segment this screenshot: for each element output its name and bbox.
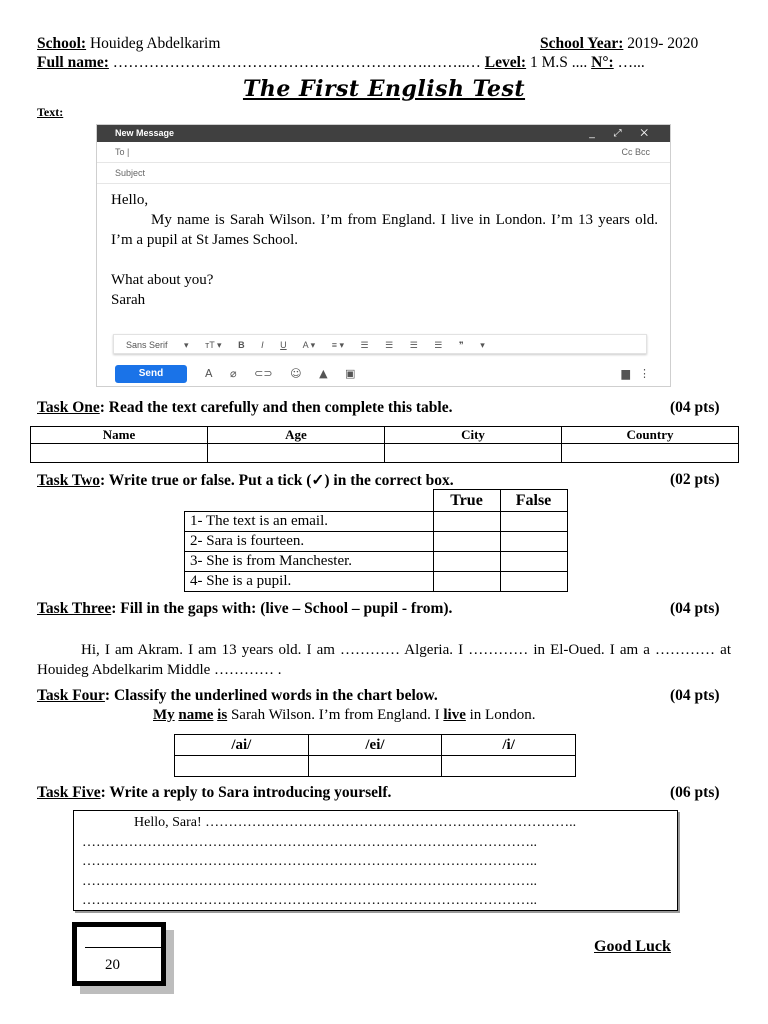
underlined-word-name: name	[178, 707, 214, 723]
task-two-heading	[37, 471, 454, 490]
reply-line-5: ……………………………………………………………………………………..	[82, 893, 537, 908]
task-five-heading	[37, 784, 391, 802]
answer-cell-country	[562, 444, 739, 463]
text-size-icon: тT ▾	[205, 340, 222, 350]
school-value: Houideg Abdelkarim	[89, 35, 221, 52]
column-header-country: Country	[562, 427, 739, 444]
reply-line-3: ……………………………………………………………………………………..	[82, 854, 537, 869]
full-name-label: Full name:	[37, 54, 109, 71]
email-signature: Sarah	[111, 292, 146, 308]
task-two-label: Task Two	[37, 472, 101, 489]
task-three-instruction: : Fill in the gaps with: (live – School – pupil - from).	[111, 600, 453, 617]
school-label: School:	[37, 35, 87, 52]
statement-1: 1- The text is an email.	[185, 512, 434, 532]
task-four-instruction: : Classify the underlined words in the chart below.	[104, 687, 438, 704]
table-row	[185, 512, 568, 532]
email-window	[96, 124, 671, 387]
table-row	[185, 532, 568, 552]
school-year-label: School Year:	[540, 35, 624, 52]
sentence-part-2: in London.	[465, 707, 536, 723]
column-header-name: Name	[31, 427, 208, 444]
reply-line-4: ……………………………………………………………………………………..	[82, 873, 537, 889]
task-five-label: Task Five	[37, 784, 101, 801]
full-name-line	[37, 54, 645, 72]
email-window-title: New Message	[115, 128, 175, 138]
email-body-text: My name is Sarah Wilson. I’m from England. I live in London. I’m 13 years old. I’m a pupil at St James School.	[111, 212, 658, 248]
table-row	[185, 572, 568, 592]
drive-icon: ▲	[319, 367, 328, 380]
text-color-icon: A ▾	[302, 340, 316, 350]
task-one-heading	[37, 399, 452, 417]
statement-2: 2- Sara is fourteen.	[185, 532, 434, 552]
more-options-icon: ⋮	[639, 368, 650, 380]
column-header-age: Age	[208, 427, 385, 444]
task-five-instruction: : Write a reply to Sara introducing yourself.	[100, 784, 392, 801]
insert-link-icon: ⊂⊃	[254, 367, 273, 380]
text-label: Text:	[37, 105, 64, 119]
insert-photo-icon: ▣	[345, 367, 356, 380]
answer-cell-city	[385, 444, 562, 463]
gap-fill-paragraph: Hi, I am Akram. I am 13 years old. I am ………… Algeria. I ………… in El-Oued. I am a ………… at Houideg Abdelkarim Middle ………… .	[37, 642, 731, 678]
email-greeting: Hello,	[111, 192, 149, 208]
formatting-toolbar	[113, 334, 647, 354]
column-header-city: City	[385, 427, 562, 444]
window-controls-icon: _ ⤢ ✕	[589, 128, 656, 139]
answer-cell-name	[31, 444, 208, 463]
chevron-down-icon: ▾	[184, 340, 189, 350]
answer-cell-age	[208, 444, 385, 463]
task-one-instruction: : Read the text carefully and then complete this table.	[99, 399, 453, 416]
school-year-line	[540, 35, 698, 53]
task-one-label: Task One	[37, 399, 100, 416]
column-header-ai: /ai/	[175, 735, 309, 756]
level-label: Level:	[484, 54, 527, 71]
reply-line-2: ……………………………………………………………………………………..	[82, 834, 537, 850]
task-two-instruction: : Write true or false. Put a tick (✓) in the correct box.	[100, 472, 454, 489]
good-luck-text: Good Luck	[594, 938, 671, 955]
statement-3: 3- She is from Manchester.	[185, 552, 434, 572]
task-three-label: Task Three	[37, 600, 112, 617]
underlined-word-live: live	[443, 707, 466, 723]
column-header-true: True	[433, 490, 500, 512]
email-to-field	[97, 142, 670, 163]
send-button: Send	[115, 365, 187, 383]
score-total: 20	[105, 957, 120, 973]
statement-4: 4- She is a pupil.	[185, 572, 434, 592]
sentence-part-1: Sarah Wilson. I’m from England. I	[227, 707, 444, 723]
bulleted-list-icon: ☰	[385, 340, 394, 350]
table-row	[185, 552, 568, 572]
bold-icon: B	[238, 340, 245, 350]
score-line	[85, 947, 161, 948]
quote-icon: ❞	[458, 340, 464, 350]
indent-less-icon: ☰	[409, 340, 418, 350]
page-title: The First English Test	[242, 76, 526, 102]
email-to-label: To |	[115, 147, 130, 157]
column-header-i: /i/	[442, 735, 576, 756]
task-five-points: (06 pts)	[670, 784, 720, 801]
reply-box	[73, 810, 678, 911]
school-year-value: 2019- 2020	[627, 35, 699, 52]
compose-tools	[205, 365, 369, 383]
task-four-label: Task Four	[37, 687, 105, 704]
score-box	[72, 922, 166, 986]
school-line	[37, 35, 220, 53]
email-body	[97, 184, 670, 310]
underlined-word-is: is	[217, 707, 228, 723]
font-selector: Sans Serif	[126, 340, 168, 350]
task-four-points: (04 pts)	[670, 687, 720, 704]
task-three-heading	[37, 600, 452, 618]
underlined-word-my: My	[153, 707, 175, 723]
email-question: What about you?	[111, 272, 214, 288]
numbered-list-icon: ☰	[360, 340, 369, 350]
emoji-icon: ☺	[290, 367, 302, 380]
task-four-sentence	[153, 707, 535, 724]
task-one-table	[30, 426, 739, 463]
attach-file-icon: ⌀	[230, 367, 237, 380]
email-subject-field	[97, 163, 670, 184]
email-subject-label: Subject	[115, 168, 146, 178]
column-header-false: False	[500, 490, 567, 512]
column-header-ei: /ei/	[308, 735, 442, 756]
task-three-points: (04 pts)	[670, 600, 720, 617]
formatting-options-icon: A	[205, 367, 213, 380]
align-icon: ≡ ▾	[331, 340, 344, 350]
email-title-bar	[97, 125, 670, 142]
task-four-heading	[37, 687, 438, 705]
email-cc-bcc: Cc Bcc	[621, 147, 650, 157]
number-value: …...	[617, 54, 645, 71]
italic-icon: I	[261, 340, 264, 350]
task-one-points: (04 pts)	[670, 399, 720, 416]
number-label: N°:	[591, 54, 614, 71]
task-two-points: (02 pts)	[670, 471, 720, 488]
indent-more-icon: ☰	[434, 340, 443, 350]
task-two-table	[184, 489, 568, 592]
level-value: 1 M.S ....	[529, 54, 588, 71]
more-formatting-icon: ▾	[480, 340, 485, 350]
task-four-chart	[174, 734, 576, 777]
reply-line-1: Hello, Sara! ……………………………………………………………………..	[134, 815, 577, 830]
full-name-blank: …………………………………………………….……..…	[112, 54, 481, 71]
underline-icon: U	[280, 340, 287, 350]
trash-icon: ▆	[621, 368, 630, 380]
